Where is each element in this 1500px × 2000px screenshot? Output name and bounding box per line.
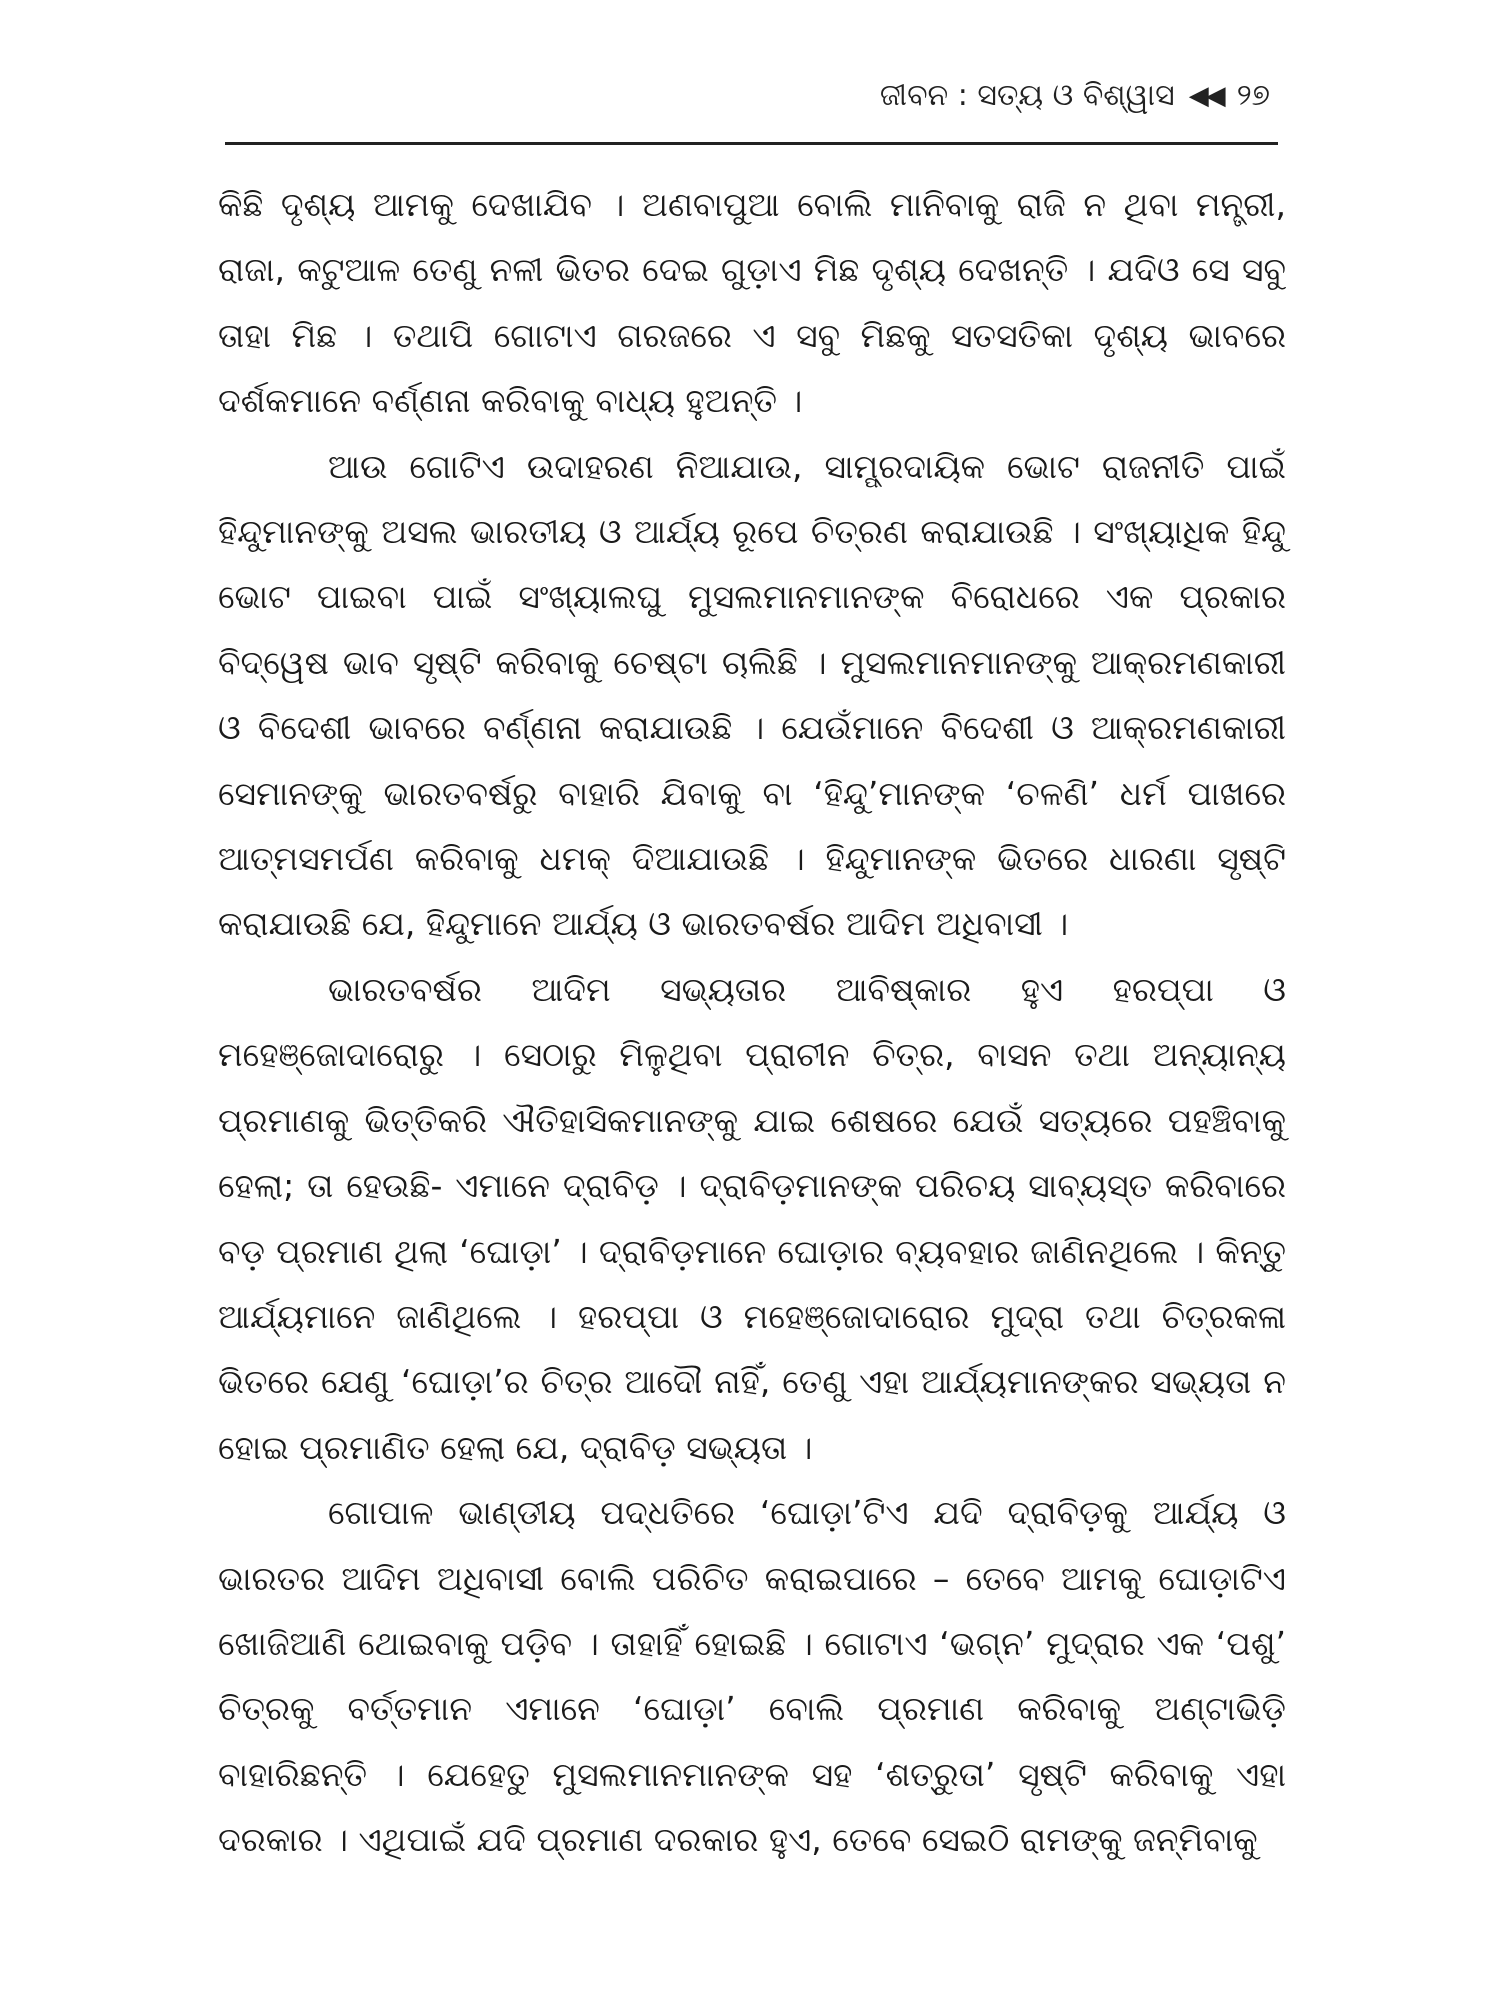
paragraph-3: ଭାରତବର୍ଷର ଆଦିମ ସଭ୍ୟତାର ଆବିଷ୍କାର ହୁଏ ହରପ୍ପା ଓ ମହେଞ୍ଜୋଦାରୋରୁ । ସେଠାରୁ ମିଳୁଥିବା ପ୍ରାଚୀନ ଚିତ୍ର, ବାସନ ତଥା ଅନ୍ୟାନ୍ୟ ପ୍ରମାଣକୁ ଭିତ୍ତିକରି ଐତିହାସିକମାନଙ୍କୁ ଯାଇ ଶେଷରେ ଯେଉଁ ସତ୍ୟରେ ପହଞ୍ଚିବାକୁ ହେଲା; ତା ହେଉଛି- ଏମାନେ ଦ୍ରାବିଡ଼ । ଦ୍ରାବିଡ଼ମାନଙ୍କ ପରିଚୟ ସାବ୍ୟସ୍ତ କରିବାରେ ବଡ଼ ପ୍ରମାଣ ଥିଲା ‘ଘୋଡ଼ା’ । ଦ୍ରାବିଡ଼ମାନେ ଘୋଡ଼ାର ବ୍ୟବହାର ଜାଣିନଥିଲେ । କିନ୍ତୁ ଆର୍ଯ୍ୟମାନେ ଜାଣିଥିଲେ । ହରପ୍ପା ଓ ମହେଞ୍ଜୋଦାରୋର ମୁଦ୍ରା ତଥା ଚିତ୍ରକଳା ଭିତରେ ଯେଣୁ ‘ଘୋଡ଼ା’ର ଚିତ୍ର ଆଦୌ ନାହିଁ, ତେଣୁ ଏହା ଆର୍ଯ୍ୟମାନଙ୍କର ସଭ୍ୟତା ନ ହୋଇ ପ୍ରମାଣିତ ହେଲା ଯେ, ଦ୍ରାବିଡ଼ ସଭ୍ୟତା । bbox=[218, 969, 1286, 1467]
paragraph-4: ଗୋପାଳ ଭାଣ୍ଡୀୟ ପଦ୍ଧତିରେ ‘ଘୋଡ଼ା’ଟିଏ ଯଦି ଦ୍ରାବିଡ଼କୁ ଆର୍ଯ୍ୟ ଓ ଭାରତର ଆଦିମ ଅଧିବାସୀ ବୋଲି ପରିଚିତ କରାଇପାରେ – ତେବେ ଆମକୁ ଘୋଡ଼ାଟିଏ ଖୋଜିଆଣି ଥୋଇବାକୁ ପଡ଼ିବ । ତାହାହିଁ ହୋଇଛି । ଗୋଟାଏ ‘ଭଗ୍ନ’ ମୁଦ୍ରାର ଏକ ‘ପଶୁ’ ଚିତ୍ରକୁ ବର୍ତ୍ତମାନ ଏମାନେ ‘ଘୋଡ଼ା’ ବୋଲି ପ୍ରମାଣ କରିବାକୁ ଅଣ୍ଟାଭିଡ଼ି ବାହାରିଛନ୍ତି । ଯେହେତୁ ମୁସଲମାନମାନଙ୍କ ସହ ‘ଶତ୍ରୁତା’ ସୃଷ୍ଟି କରିବାକୁ ଏହା ଦରକାର । ଏଥିପାଇଁ ଯଦି ପ୍ରମାଣ ଦରକାର ହୁଏ, ତେବେ ସେଇଠି ରାମଙ୍କୁ ଜନ୍ମିବାକୁ bbox=[218, 1493, 1286, 1860]
running-header bbox=[880, 78, 1270, 113]
double-arrow-icon: ◀◀ bbox=[1188, 80, 1223, 111]
header-rule bbox=[225, 142, 1278, 145]
body-text bbox=[218, 172, 1286, 1873]
paragraph-1: କିଛି ଦୃଶ୍ୟ ଆମକୁ ଦେଖାଯିବ । ଅଣବାପୁଆ ବୋଲି ମାନିବାକୁ ରାଜି ନ ଥିବା ମନ୍ତ୍ରୀ, ରାଜା, କଟୁଆଳ ତେଣୁ ନଳୀ ଭିତର ଦେଇ ଗୁଡ଼ାଏ ମିଛ ଦୃଶ୍ୟ ଦେଖନ୍ତି । ଯଦିଓ ସେ ସବୁ ତାହା ମିଛ । ତଥାପି ଗୋଟାଏ ଗରଜରେ ଏ ସବୁ ମିଛକୁ ସତସତିକା ଦୃଶ୍ୟ ଭାବରେ ଦର୍ଶକମାନେ ବର୍ଣ୍ଣନା କରିବାକୁ ବାଧ୍ୟ ହୁଅନ୍ତି । bbox=[218, 185, 1286, 421]
running-title: ଜୀବନ : ସତ୍ୟ ଓ ବିଶ୍ୱାସ bbox=[879, 78, 1175, 113]
paragraph-2: ଆଉ ଗୋଟିଏ ଉଦାହରଣ ନିଆଯାଉ, ସାମ୍ପ୍ରଦାୟିକ ଭୋଟ ରାଜନୀତି ପାଇଁ ହିନ୍ଦୁମାନଙ୍କୁ ଅସଲ ଭାରତୀୟ ଓ ଆର୍ଯ୍ୟ ରୂପେ ଚିତ୍ରଣ କରାଯାଉଛି । ସଂଖ୍ୟାଧିକ ହିନ୍ଦୁ ଭୋଟ ପାଇବା ପାଇଁ ସଂଖ୍ୟାଲଘୁ ମୁସଲମାନମାନଙ୍କ ବିରୋଧରେ ଏକ ପ୍ରକାର ବିଦ୍ୱେଷ ଭାବ ସୃଷ୍ଟି କରିବାକୁ ଚେଷ୍ଟା ଚାଲିଛି । ମୁସଲମାନମାନଙ୍କୁ ଆକ୍ରମଣକାରୀ ଓ ବିଦେଶୀ ଭାବରେ ବର୍ଣ୍ଣନା କରାଯାଉଛି । ଯେଉଁମାନେ ବିଦେଶୀ ଓ ଆକ୍ରମଣକାରୀ ସେମାନଙ୍କୁ ଭାରତବର୍ଷରୁ ବାହାରି ଯିବାକୁ ବା ‘ହିନ୍ଦୁ’ମାନଙ୍କ ‘ଚଳଣି’ ଧର୍ମ ପାଖରେ ଆତ୍ମସମର୍ପଣ କରିବାକୁ ଧମକ୍ ଦିଆଯାଉଛି । ହିନ୍ଦୁମାନଙ୍କ ଭିତରେ ଧାରଣା ସୃଷ୍ଟି କରାଯାଉଛି ଯେ, ହିନ୍ଦୁମାନେ ଆର୍ଯ୍ୟ ଓ ଭାରତବର୍ଷର ଆଦିମ ଅଧିବାସୀ । bbox=[218, 446, 1286, 944]
page-number: ୨୭ bbox=[1236, 78, 1270, 113]
